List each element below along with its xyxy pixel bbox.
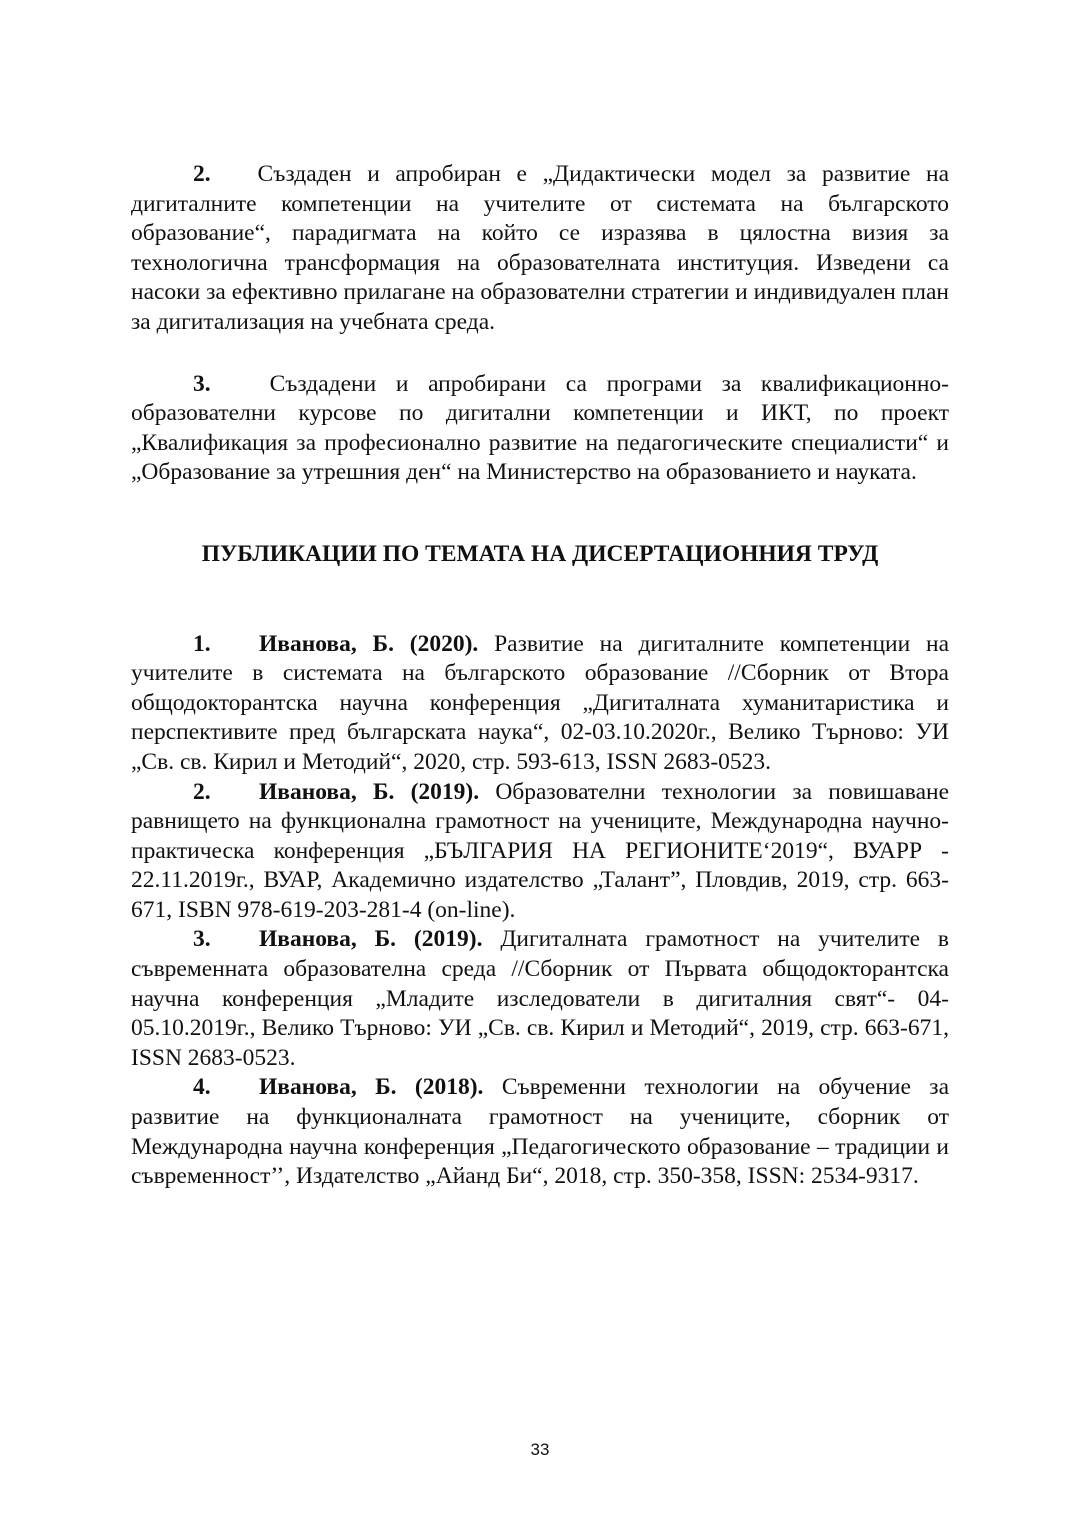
paragraph-text: Създадени и апробирани са програми за квалификационно-образователни курсове по дигитални компетенции и ИКТ, по проект „Квалификация за професионално развитие на педагогическите специалисти“ и „Образование за утрешния ден“ на Министерство на образованието и науката.	[131, 370, 949, 486]
publication-number: 1.	[193, 630, 211, 657]
publication-author: Иванова, Б. (2019).	[259, 778, 480, 805]
publication-number: 4.	[193, 1074, 211, 1101]
publication-item	[131, 925, 949, 1073]
publication-item	[131, 1073, 949, 1191]
publication-item	[131, 778, 949, 926]
publication-text: Развитие на дигиталните компетенции на учителите в системата на българското образование //Сборник от Втора общодокторантска научна конференция „Дигиталната хуманитаристика и перспективите пред българската наука“, 02-03.10.2020г., Велико Търново: УИ „Св. св. Кирил и Методий“, 2020, стр. 593-613, ISSN 2683-0523.	[131, 630, 949, 775]
publication-text: Образователни технологии за повишаване равнището на функционална грамотност на учениците, Международна научно-практическа конференция „БЪЛГАРИЯ НА РЕГИОНИТЕ‘2019“, ВУАРР - 22.11.2019г., ВУАР, Академично издателство „Талант”, Пловдив, 2019, стр. 663-671, ISBN 978-619-203-281-4 (on-line).	[131, 778, 950, 923]
paragraph-number: 2.	[193, 161, 211, 187]
publication-author: Иванова, Б. (2018).	[259, 1074, 484, 1101]
document-page	[131, 160, 949, 1192]
publication-text: Дигиталната грамотност на учителите в съвременната образователна среда //Сборник от Първата общодокторантска научна конференция „Младите изследователи в дигиталния свят“- 04-05.10.2019г., Велико Търново: УИ „Св. св. Кирил и Методий“, 2019, стр. 663-671, ISSN 2683-0523.	[131, 926, 950, 1071]
result-paragraph-2	[131, 160, 949, 338]
publication-number: 2.	[193, 778, 211, 805]
publication-author: Иванова, Б. (2020).	[259, 630, 479, 657]
paragraph-number: 3.	[193, 370, 211, 397]
page-number: 33	[530, 1440, 550, 1459]
result-paragraph-3	[131, 370, 949, 488]
publication-number: 3.	[193, 926, 211, 953]
section-heading: ПУБЛИКАЦИИ ПО ТЕМАТА НА ДИСЕРТАЦИОННИЯ ТРУД	[201, 540, 879, 567]
publication-text: Съвременни технологии на обучение за развитие на функционалната грамотност на учениците, сборник от Международна научна конференция „Педагогическото образование – традиции и съвременност’’, Издателство „Айанд Би“, 2018, стр. 350-358, ISSN: 2534-9317.	[131, 1074, 950, 1190]
publication-author: Иванова, Б. (2019).	[259, 926, 483, 953]
publication-item	[131, 630, 949, 778]
paragraph-text: Създаден и апробиран е „Дидактически модел за развитие на дигиталните компетенции на учителите от системата на българското образование“, парадигмата на който се изразява в цялостна визия за технологична трансформация на образователната институция. Изведени са насоки за ефективно прилагане на образователни стратегии и индивидуален план за дигитализация на учебната среда.	[131, 161, 950, 335]
